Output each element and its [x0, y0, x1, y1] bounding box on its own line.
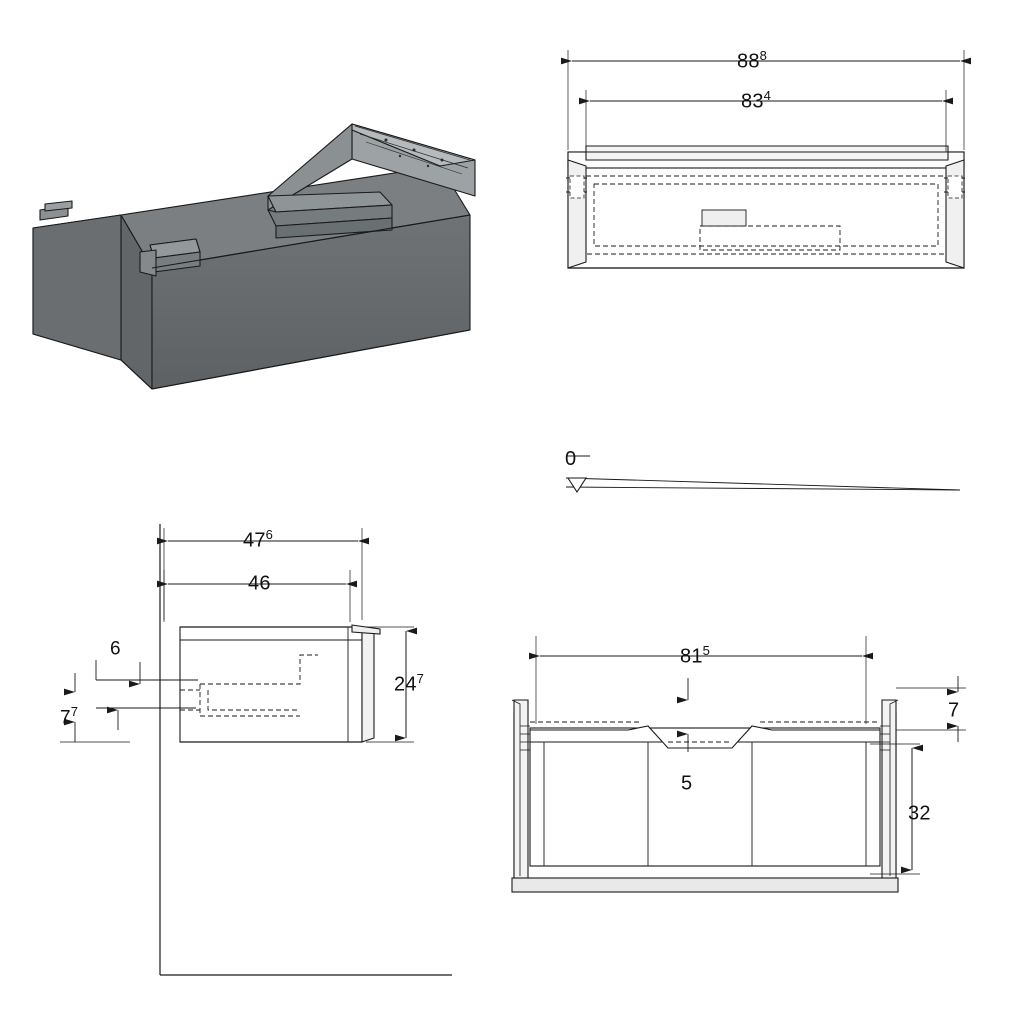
- dimension-bottom-width: $81^5$: [680, 643, 710, 668]
- dimension-bottom-right-gap: 7: [948, 699, 960, 722]
- isometric-view: [33, 124, 475, 389]
- dimension-side-bottom-gap: $7^7$: [60, 704, 79, 729]
- bottom-view: [512, 700, 898, 892]
- dimension-side-top-gap: 6: [110, 638, 121, 660]
- dimension-bottom-center-notch: 5: [681, 772, 693, 795]
- dimension-front-inner: $83^4$: [741, 88, 771, 113]
- dimension-zero-level: 0: [565, 448, 577, 470]
- side-view: [160, 524, 452, 975]
- dimension-front-overall: $88^8$: [737, 48, 767, 73]
- dimension-bottom-depth: 32: [908, 802, 931, 825]
- dimension-side-overall: $47^6$: [243, 527, 273, 552]
- dimension-side-inner: 46: [248, 572, 271, 595]
- reference-level: [566, 456, 960, 492]
- front-view: [566, 146, 966, 268]
- dimension-side-height: $24^7$: [394, 671, 424, 696]
